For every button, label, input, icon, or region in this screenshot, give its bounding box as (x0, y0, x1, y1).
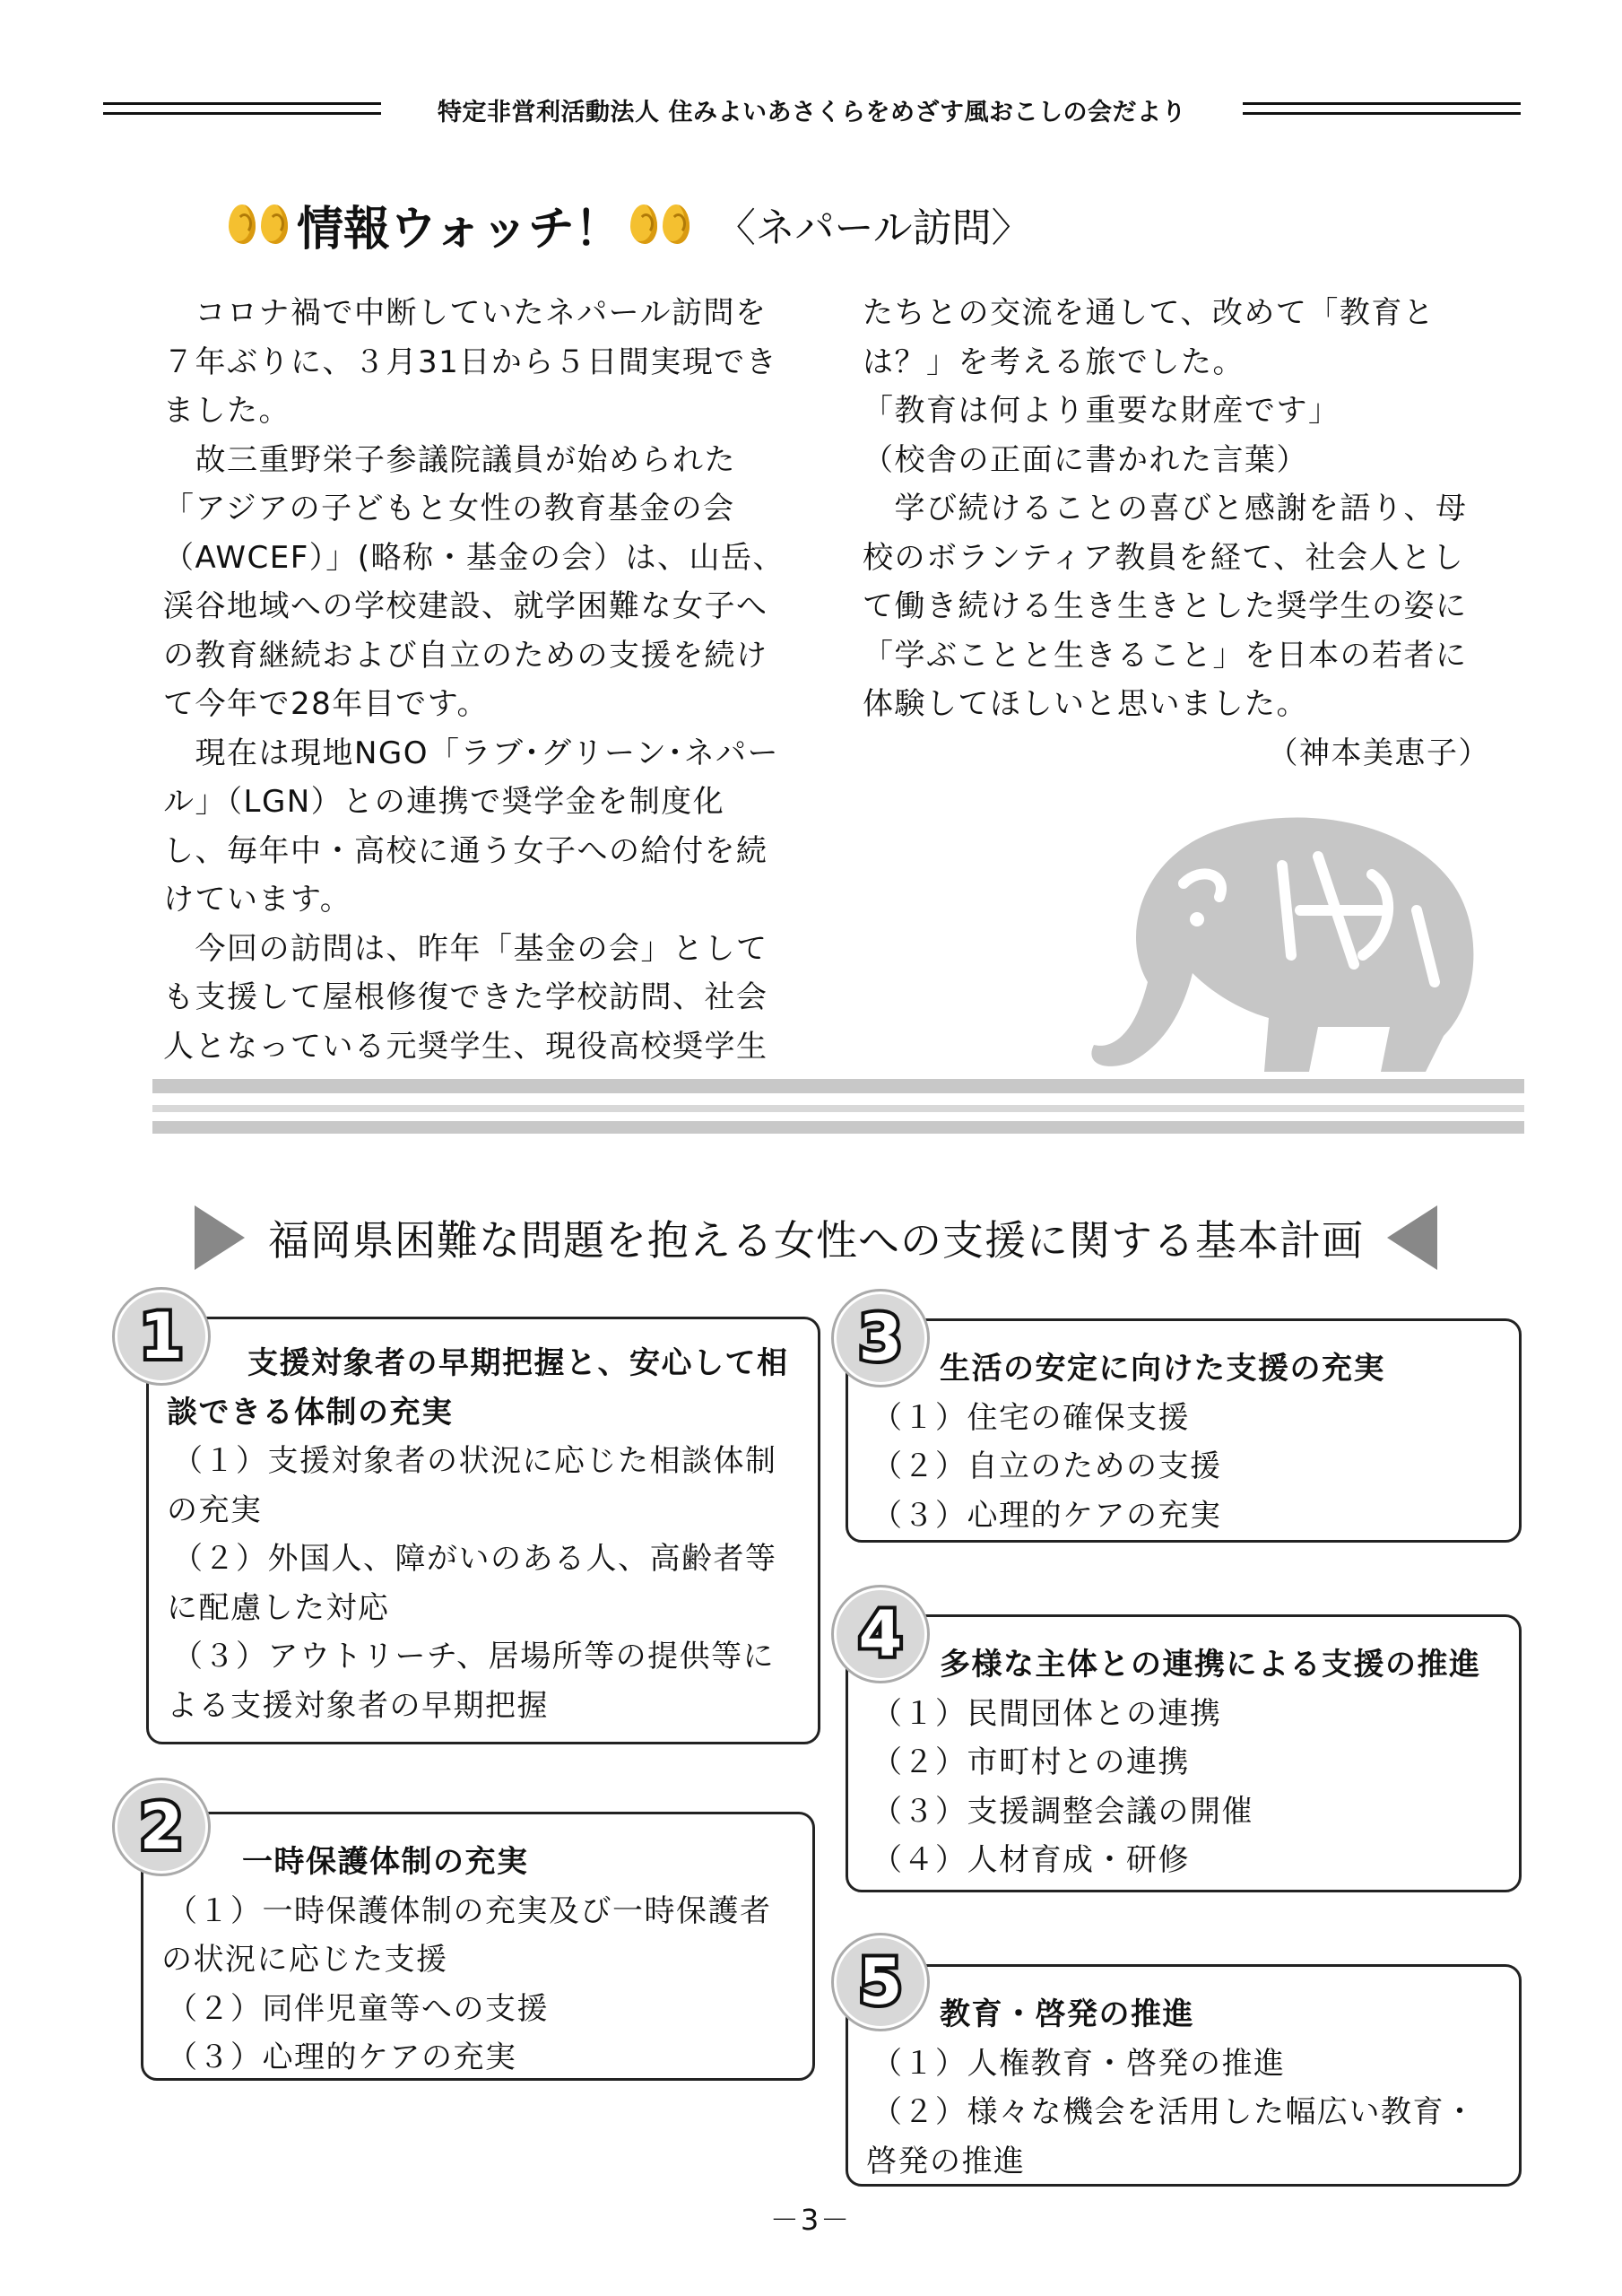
section-number-badge: 1 (115, 1290, 208, 1383)
plan-section-3 (846, 1318, 1522, 1543)
article-line: 人となっている元奨学生、現役高校奨学生 (163, 1028, 768, 1065)
plan-section-4 (846, 1614, 1522, 1892)
section-item: （２）自立のための支援 (872, 1448, 1222, 1484)
section-item: （１）住宅の確保支援 (872, 1399, 1190, 1436)
article-line: 校のボランティア教員を経て、社会人とし (863, 539, 1465, 576)
article-left-column (163, 289, 818, 1071)
section-title: 教育・啓発の推進 (940, 1996, 1194, 2032)
section-title: 一時保護体制の充実 (242, 1844, 529, 1880)
plan-section-1 (146, 1317, 820, 1744)
article-line: 今回の訪問は、昨年「基金の会」として (163, 930, 768, 967)
article-line: 現在は現地NGO「ラブ･グリーン･ネパー (163, 735, 780, 771)
plan-section-2 (141, 1812, 815, 2081)
article-line: 「学ぶことと生きること」を日本の若者に (863, 637, 1468, 674)
article-line: コロナ禍で中断していたネパール訪問を (163, 295, 768, 331)
triangle-left-icon (1387, 1205, 1437, 1270)
section-item: （３）心理的ケアの充実 (167, 2039, 517, 2075)
ear-icon (630, 204, 657, 244)
header-rule-right (1243, 102, 1521, 115)
newsletter-title: 特定非営利活動法人 住みよいあさくらをめざす風おこしの会だより (438, 99, 1186, 126)
info-watch-heading (229, 193, 1031, 256)
triangle-right-icon (195, 1205, 245, 1270)
section-item: （２）同伴児童等への支援 (167, 1990, 549, 2027)
decorative-band (152, 1105, 1524, 1112)
elephant-illustration (1085, 803, 1488, 1081)
article-line: けています。 (163, 882, 352, 918)
page-number: －3－ (769, 2203, 852, 2237)
ear-icon (663, 204, 690, 244)
decorative-band (152, 1079, 1524, 1093)
article-line: （校舎の正面に書かれた言葉） (863, 441, 1308, 478)
section-number-badge: 4 (834, 1587, 927, 1681)
article-line: 故三重野栄子参議院議員が始められた (163, 441, 736, 478)
section-item: （４）人材育成・研修 (872, 1842, 1190, 1878)
info-watch-title: 情報ウォッチ！ (297, 202, 621, 257)
section-item: （３）支援調整会議の開催 (872, 1793, 1253, 1830)
article-line: （AWCEF）」(略称・基金の会）は、山岳、 (163, 539, 785, 576)
plan-title: 福岡県困難な問題を抱える女性への支援に関する基本計画 (268, 1216, 1364, 1265)
article-line: て今年で28年目です。 (163, 686, 490, 722)
section-title: 多様な主体との連携による支援の推進 (940, 1647, 1481, 1683)
article-line: も支援して屋根修復できた学校訪問、社会 (163, 979, 768, 1015)
ear-icon (229, 204, 256, 244)
section-item: （１）支援対象者の状況に応じた相談体制 (172, 1443, 777, 1479)
section-title: 談できる体制の充実 (167, 1394, 454, 1431)
plan-section-5 (846, 1964, 1522, 2187)
section-number-badge: 3 (834, 1292, 927, 1385)
info-watch-subtitle: 〈ネパール訪問〉 (716, 205, 1031, 251)
article-line: ７年ぶりに、３月31日から５日間実現でき (163, 344, 778, 380)
article-line: の教育継続および自立のための支援を続け (163, 637, 768, 674)
article-line: て働き続ける生き生きとした奨学生の姿に (863, 588, 1468, 624)
section-number-badge: 5 (834, 1935, 927, 2029)
article-signature: （神本美恵子） (1267, 735, 1490, 771)
article-line: ル」（LGN）との連携で奨学金を制度化 (163, 784, 725, 820)
section-item: 啓発の推進 (866, 2143, 1026, 2179)
article-line: し、毎年中・高校に通う女子への給付を続 (163, 832, 768, 869)
header-rule-left (103, 102, 381, 115)
article-line: 「教育は何より重要な財産です」 (863, 393, 1340, 429)
section-item: に配慮した対応 (167, 1589, 390, 1626)
section-number-badge: 2 (115, 1780, 208, 1874)
article-line: 学び続けることの喜びと感謝を語り、母 (863, 491, 1468, 526)
section-title: 支援対象者の早期把握と、安心して相 (247, 1345, 789, 1381)
article-line: ました。 (163, 393, 291, 429)
article-line: は？」を考える旅でした。 (863, 344, 1245, 380)
ear-icon (261, 204, 288, 244)
section-item: （２）市町村との連携 (872, 1744, 1190, 1780)
decorative-band (152, 1121, 1524, 1134)
article-line: 渓谷地域への学校建設、就学困難な女子へ (163, 588, 768, 624)
article-line: 体験してほしいと思いました。 (863, 686, 1308, 722)
section-item: （２）様々な機会を活用した幅広い教育・ (872, 2094, 1477, 2130)
section-title: 生活の安定に向けた支援の充実 (940, 1351, 1385, 1387)
section-item: （１）人権教育・啓発の推進 (872, 2045, 1286, 2082)
article-line: たちとの交流を通して、改めて「教育と (863, 295, 1436, 331)
article-right-column (863, 289, 1508, 778)
section-item: （２）外国人、障がいのある人、高齢者等 (172, 1541, 777, 1577)
section-item: の充実 (167, 1492, 263, 1528)
section-item: （３）心理的ケアの充実 (872, 1497, 1222, 1534)
section-item: （１）一時保護体制の充実及び一時保護者 (167, 1892, 772, 1929)
section-item: （３）アウトリーチ、居場所等の提供等に (172, 1639, 776, 1674)
article-line: 「アジアの子どもと女性の教育基金の会 (163, 491, 735, 526)
section-item: よる支援対象者の早期把握 (167, 1687, 549, 1724)
plan-heading (179, 1197, 1453, 1278)
section-item: の状況に応じた支援 (161, 1942, 448, 1978)
section-item: （１）民間団体との連携 (872, 1695, 1222, 1732)
